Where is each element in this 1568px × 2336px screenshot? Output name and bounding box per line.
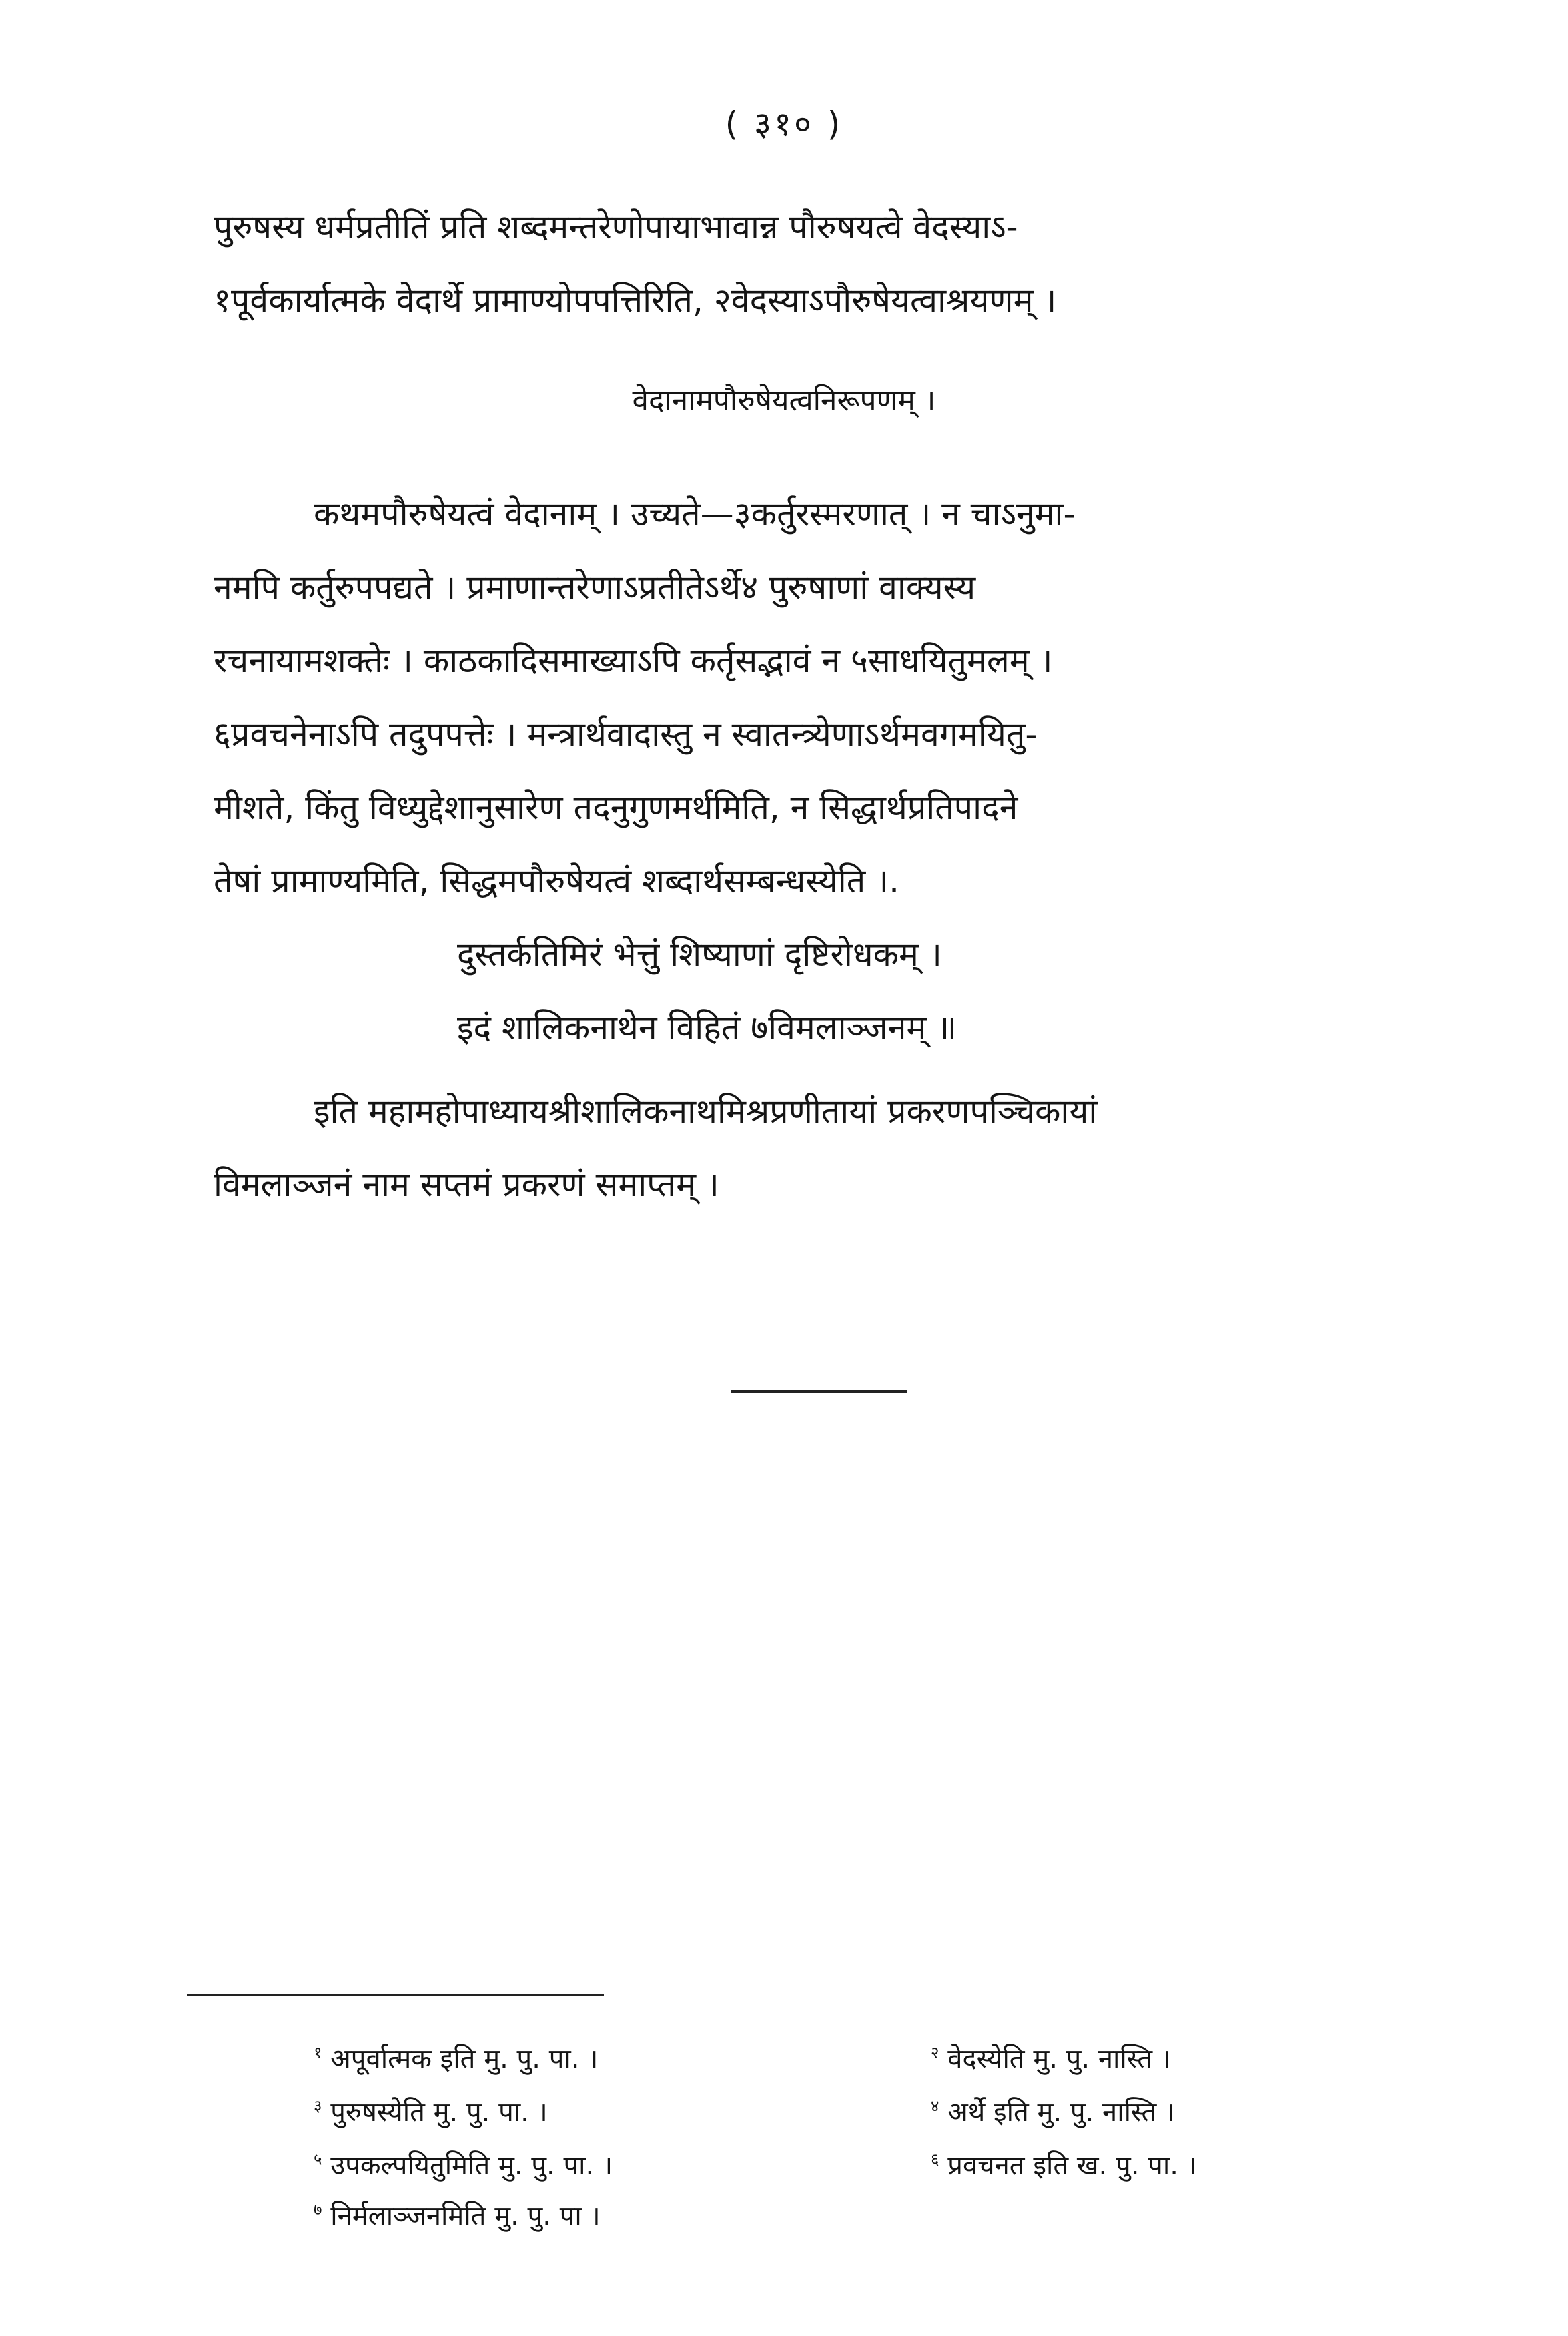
- footnote-mark: ६: [931, 2150, 939, 2169]
- text-line: तेषां प्रामाण्यमिति, सिद्धमपौरुषेयत्वं शब्दार्थसम्बन्धस्येति ।.: [214, 862, 899, 900]
- page-number: ( ३१० ): [725, 105, 843, 143]
- main-paragraph: [214, 477, 1408, 918]
- top-paragraph: [214, 190, 1408, 337]
- text-line: ६प्रवचनेनाऽपि तदुपपत्तेः । मन्त्रार्थवादास्तु न स्वातन्त्र्येणाऽर्थमवगमयितु-: [214, 715, 1038, 754]
- section-separator: [731, 1390, 907, 1393]
- text-line: विमलाञ्जनं नाम सप्तमं प्रकरणं समाप्तम् ।: [214, 1165, 719, 1204]
- text-line: कथमपौरुषेयत्वं वेदानाम् । उच्यते—३कर्तुरस्मरणात् । न चाऽनुमा-: [314, 495, 1076, 533]
- footnote-text: निर्मलाञ्जनमिति मु. पु. पा ।: [330, 2201, 601, 2231]
- colophon: [214, 1075, 1408, 1221]
- footnote: [931, 2146, 1197, 2182]
- footnote: [314, 2039, 598, 2076]
- footnote: [314, 2146, 613, 2182]
- text-line: इति महामहोपाध्यायश्रीशालिकनाथमिश्रप्रणीतायां प्रकरणपञ्चिकायां: [314, 1092, 1098, 1131]
- footnote: [931, 2092, 1175, 2129]
- footnote-text: अपूर्वात्मक इति मु. पु. पा. ।: [330, 2044, 599, 2074]
- footnote: [931, 2039, 1171, 2076]
- text-line: पुरुषस्य धर्मप्रतीतिं प्रति शब्दमन्तरेणोपायाभावान्न पौरुषयत्वे वेदस्याऽ-: [214, 208, 1018, 246]
- text-line: मीशते, किंतु विध्युद्देशानुसारेण तदनुगुणमर्थमिति, न सिद्धार्थप्रतिपादने: [214, 788, 1018, 827]
- footnote-mark: २: [931, 2043, 939, 2062]
- section-heading: वेदानामपौरुषेयत्वनिरूपणम् ।: [632, 384, 936, 418]
- footnote-text: अर्थे इति मु. पु. नास्ति ।: [947, 2097, 1176, 2128]
- footnote-mark: ३: [314, 2096, 322, 2116]
- footnote-mark: ४: [931, 2096, 939, 2116]
- text-line: नमपि कर्तुरुपपद्यते । प्रमाणान्तरेणाऽप्रतीतेऽर्थे४ पुरुषाणां वाक्यस्य: [214, 568, 976, 607]
- footnote-text: उपकल्पयितुमिति मु. पु. पा. ।: [330, 2150, 613, 2181]
- footnote-rule: [187, 1994, 604, 1996]
- footnote-mark: १: [314, 2043, 322, 2062]
- footnote-mark: ७: [314, 2200, 322, 2219]
- verse-line: दुस्तर्कतिमिरं भेत्तुं शिष्याणां दृष्टिरोधकम् ।: [457, 935, 942, 974]
- text-line: १पूर्वकार्यात्मके वेदार्थे प्रामाण्योपपत्तिरिति, २वेदस्याऽपौरुषेयत्वाश्रयणम् ।: [214, 281, 1057, 320]
- footnote: [314, 2196, 601, 2233]
- text-line: रचनायामशक्तेः । काठकादिसमाख्याऽपि कर्तृसद्भावं न ५साधयितुमलम् ।: [214, 641, 1053, 680]
- footnote-text: प्रवचनत इति ख. पु. पा. ।: [947, 2150, 1197, 2181]
- footnote-mark: ५: [314, 2150, 322, 2169]
- footnote: [314, 2092, 548, 2129]
- verse: [0, 918, 1568, 1065]
- verse-line: इदं शालिकनाथेन विहितं ७विमलाञ्जनम् ॥: [457, 1008, 957, 1047]
- footnote-text: वेदस्येति मु. पु. नास्ति ।: [947, 2044, 1171, 2074]
- footnote-text: पुरुषस्येति मु. पु. पा. ।: [330, 2097, 548, 2128]
